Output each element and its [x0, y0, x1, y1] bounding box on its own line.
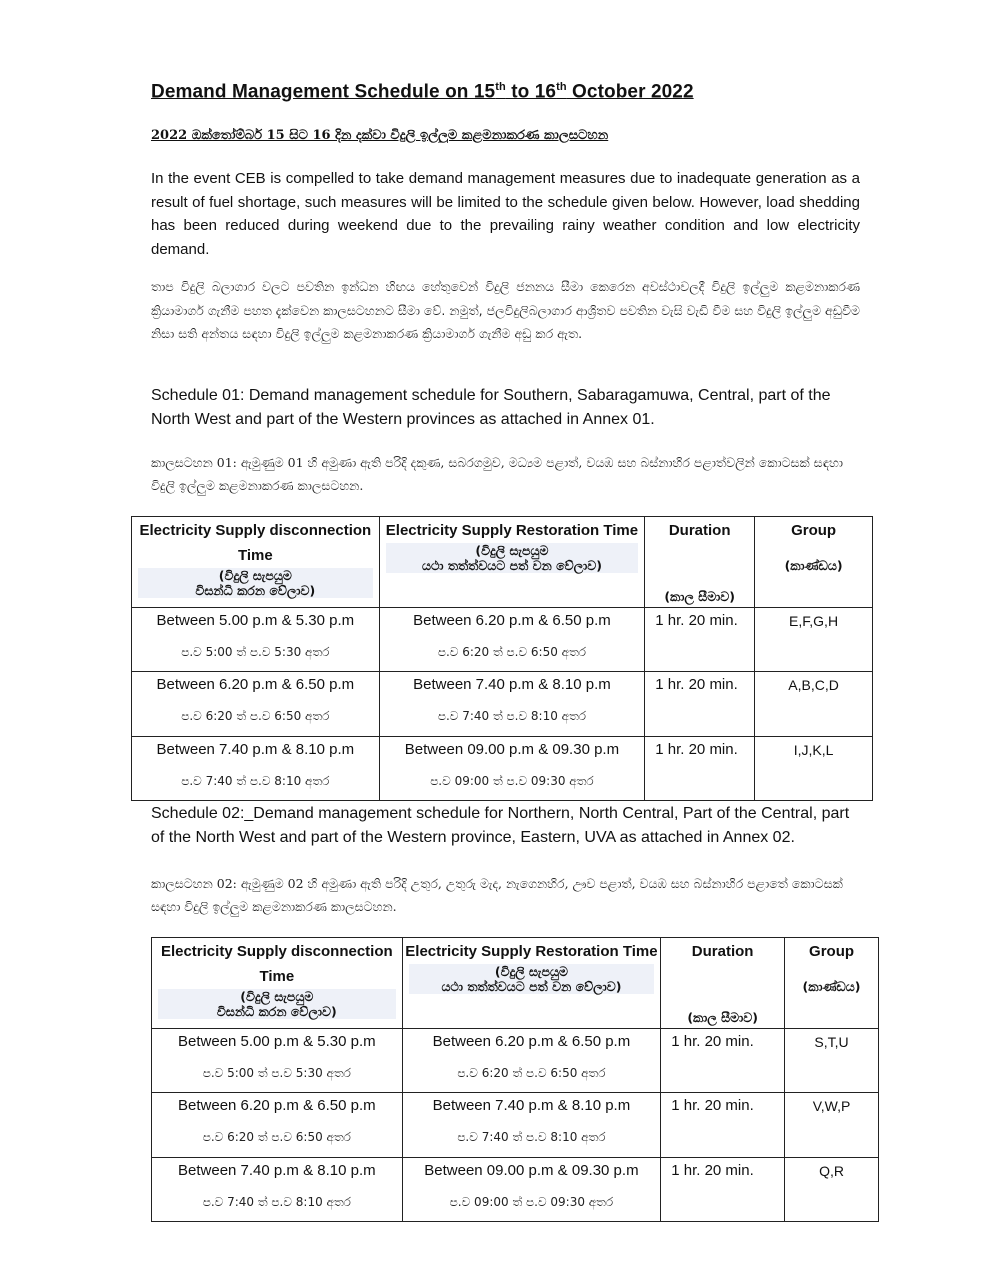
header-duration — [661, 938, 785, 1029]
header-restoration-en: Electricity Supply Restoration Time — [385, 522, 639, 539]
header-duration — [645, 517, 755, 608]
restoration-time: Between 6.20 p.m & 6.50 p.m — [432, 1033, 631, 1050]
table-header-row — [132, 517, 873, 608]
page-title: Demand Management Schedule on 15th to 16th October 2022 — [151, 81, 694, 103]
table-row — [152, 1093, 879, 1158]
schedule-1-heading: Schedule 01: Demand management schedule for Southern, Sabaragamuwa, Central, part of the North West and part of the Western provinces as attached in Annex 01. — [151, 387, 831, 428]
duration: 1 hr. 20 min. — [655, 676, 738, 693]
restoration-time-si: ප.ව 09:00 ත් ප.ව 09:30 අතර — [449, 1195, 614, 1209]
schedule-1-table — [131, 516, 873, 801]
disconnection-time-si: ප.ව 5:00 ත් ප.ව 5:30 අතර — [181, 645, 330, 659]
header-group-si: (කාණ්ඩය) — [802, 979, 861, 994]
header-restoration-en: Electricity Supply Restoration Time — [405, 943, 658, 960]
disconnection-time: Between 6.20 p.m & 6.50 p.m — [178, 1097, 376, 1114]
sinhala-title: 2022 ඔක්තෝම්බර් 15 සිට 16 දින දක්වා විදුලි ඉල්ලුම කළමනාකරණ කාලසටහන — [151, 128, 609, 143]
header-disconnection-en: Electricity Supply disconnection Time — [160, 943, 393, 985]
header-disconnection-si: (විදුලි සැපයුම විසන්ධි කරන වේලාව) — [138, 568, 373, 598]
header-group-en: Group — [791, 522, 837, 539]
disconnection-time-si: ප.ව 5:00 ත් ප.ව 5:30 අතර — [202, 1066, 351, 1080]
table-row — [132, 672, 873, 737]
restoration-time-si: ප.ව 7:40 ත් ප.ව 8:10 අතර — [437, 709, 587, 723]
intro-paragraph-en: In the event CEB is compelled to take demand management measures due to inadequate generation as a result of fuel shortage, such measures will be limited to the schedule given below. However, load shedding has been reduced during weekend due to the prevailing rainy weather condition and low electricity demand. — [151, 170, 860, 258]
disconnection-time-si: ප.ව 6:20 ත් ප.ව 6:50 අතර — [202, 1130, 351, 1144]
header-restoration-si: (විදුලි සැපයුම යථා තත්ත්වයට පත් වන වේලාව) — [409, 964, 655, 994]
disconnection-time: Between 6.20 p.m & 6.50 p.m — [156, 676, 355, 693]
schedule-1-heading-si: කාලසටහන 01: ඇමුණුම 01 හි අමුණා ඇති පරිදි දකුණ, සබරගමුව, මධ්‍යම පළාත්, වයඹ සහ බස්නාහිර පළාත්වලින් කොටසක් සඳහා විදුලි ඉල්ලුම කළමනාකරණ කාලසටහන. — [151, 455, 843, 493]
header-group-en: Group — [809, 943, 855, 960]
restoration-time-si: ප.ව 7:40 ත් ප.ව 8:10 අතර — [457, 1130, 606, 1144]
schedule-2-table — [151, 937, 879, 1222]
duration: 1 hr. 20 min. — [655, 612, 738, 629]
group: V,W,P — [812, 1098, 851, 1114]
disconnection-time: Between 7.40 p.m & 8.10 p.m — [178, 1162, 376, 1179]
group: S,T,U — [814, 1034, 849, 1050]
header-duration-en: Duration — [691, 943, 754, 960]
disconnection-time: Between 5.00 p.m & 5.30 p.m — [156, 612, 355, 629]
restoration-time: Between 09.00 p.m & 09.30 p.m — [404, 741, 620, 758]
schedule-2-heading: Schedule 02:_Demand management schedule for Northern, North Central, Part of the Central, part of the North West and part of the Western province, Eastern, UVA as attached in Annex 02. — [151, 805, 850, 846]
restoration-time: Between 09.00 p.m & 09.30 p.m — [424, 1162, 639, 1179]
disconnection-time-si: ප.ව 6:20 ත් ප.ව 6:50 අතර — [181, 709, 330, 723]
duration: 1 hr. 20 min. — [655, 741, 738, 758]
duration: 1 hr. 20 min. — [671, 1033, 754, 1050]
restoration-time-si: ප.ව 6:20 ත් ප.ව 6:50 අතර — [437, 645, 587, 659]
group: Q,R — [819, 1163, 844, 1179]
header-group — [755, 517, 873, 608]
disconnection-time: Between 5.00 p.m & 5.30 p.m — [178, 1033, 376, 1050]
disconnection-time-si: ප.ව 7:40 ත් ප.ව 8:10 අතර — [202, 1195, 351, 1209]
header-disconnection — [132, 517, 380, 608]
header-group-si: (කාණ්ඩය) — [784, 558, 843, 573]
duration: 1 hr. 20 min. — [671, 1097, 754, 1114]
header-disconnection — [152, 938, 403, 1029]
header-duration-si: (කාල සීමාව) — [664, 589, 735, 604]
group: E,F,G,H — [789, 613, 839, 629]
header-restoration — [379, 517, 645, 608]
table-row — [132, 737, 873, 801]
schedule-2-heading-si: කාලසටහන 02: ඇමුණුම 02 හි අමුණා ඇති පරිදි උතුර, උතුරු මැද, නැගෙනහිර, ඌව පළාත්, වයඹ සහ බස්නාහිර පළාතේ කොටසක් සඳහා විදුලි ඉල්ලුම කළමනාකරණ කාලසටහන. — [151, 876, 843, 914]
table-header-row — [152, 938, 879, 1029]
header-group — [785, 938, 879, 1029]
header-restoration — [402, 938, 661, 1029]
header-restoration-si: (විදුලි සැපයුම යථා තත්ත්වයට පත් වන වේලාව) — [386, 543, 639, 573]
table-row — [152, 1158, 879, 1222]
restoration-time: Between 7.40 p.m & 8.10 p.m — [413, 676, 611, 693]
intro-paragraph-si: තාප විදුලි බලාගාර වලට පවතින ඉන්ධන හිඟය හේතුවෙන් විදුලි ජනනය සීමා කෙරෙන අවස්ථාවලදී විදුලි ඉල්ලුම කළමනාකරණ ක්‍රියාමාර්ග ගැනීම පහත දැක්වෙන කාලසටහනට සීමා වේ. නමුත්, ජලවිදුලිබලාගාර ආශ්‍රිතව පවතින වැසි වැඩි වීම සහ විදුලි ඉල්ලුම අඩුවීම නිසා සති අන්තය සඳහා විදුලි ඉල්ලුම කළමනාකරණ ක්‍රියාමාර්ග ගැනීම අඩු කර ඇත. — [151, 279, 860, 341]
restoration-time-si: ප.ව 6:20 ත් ප.ව 6:50 අතර — [457, 1066, 606, 1080]
header-duration-en: Duration — [668, 522, 731, 539]
table-row — [132, 608, 873, 672]
disconnection-time: Between 7.40 p.m & 8.10 p.m — [156, 741, 355, 758]
restoration-time-si: ප.ව 09:00 ත් ප.ව 09:30 අතර — [430, 774, 594, 788]
disconnection-time-si: ප.ව 7:40 ත් ප.ව 8:10 අතර — [181, 774, 330, 788]
restoration-time: Between 6.20 p.m & 6.50 p.m — [413, 612, 611, 629]
table-row — [152, 1029, 879, 1093]
restoration-time: Between 7.40 p.m & 8.10 p.m — [432, 1097, 631, 1114]
group: I,J,K,L — [793, 742, 834, 758]
header-disconnection-en: Electricity Supply disconnection Time — [139, 522, 372, 564]
header-duration-si: (කාල සීමාව) — [687, 1010, 758, 1025]
group: A,B,C,D — [788, 677, 839, 693]
header-disconnection-si: (විදුලි සැපයුම විසන්ධි කරන වේලාව) — [158, 989, 396, 1019]
duration: 1 hr. 20 min. — [671, 1162, 754, 1179]
